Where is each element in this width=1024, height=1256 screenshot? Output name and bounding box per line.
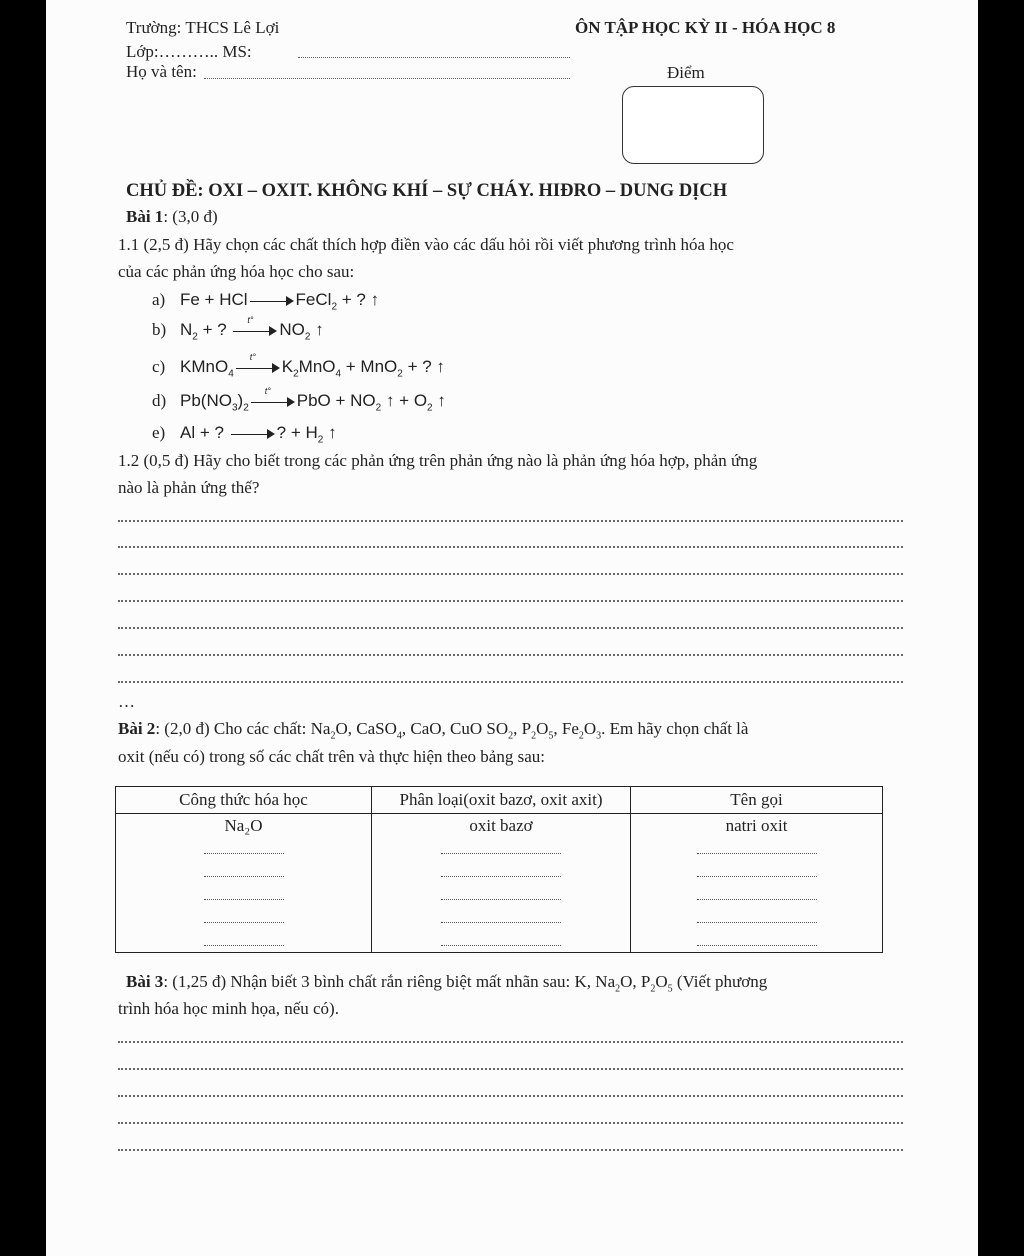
blank-field[interactable]	[697, 910, 817, 923]
blank-field[interactable]	[697, 933, 817, 946]
blank-field[interactable]	[441, 864, 561, 877]
answer-line[interactable]	[118, 627, 903, 629]
bai1-heading: Bài 1: (3,0 đ)	[126, 207, 218, 226]
answer-line[interactable]	[118, 1149, 903, 1151]
class-field-dots[interactable]	[298, 57, 570, 58]
q11-text-line2: của các phản ứng hóa học cho sau:	[118, 262, 355, 281]
arrow-icon	[231, 428, 275, 440]
answer-line[interactable]	[118, 1095, 903, 1097]
answer-line[interactable]	[118, 1068, 903, 1070]
arrow-icon: t°	[233, 325, 277, 337]
table-cell: Na₂O	[224, 816, 263, 835]
equation-b: b) $N_2$ + ? t° $NO_2$ ↑	[152, 314, 324, 343]
equation-a: a) Fe + HCl FeCl$_2$ + ? ↑	[152, 290, 380, 313]
equation-d: d) $Pb(NO_3)_2$ t° PbO + $NO_2$ ↑ + $O_2$ ↑	[152, 385, 446, 414]
blank-field[interactable]	[697, 864, 817, 877]
arrow-icon	[250, 295, 294, 307]
bai3-text-line1: Bài 3: (1,25 đ) Nhận biết 3 bình chất rắn riêng biệt mất nhãn sau: K, $Na_2O$, $P_2O_5$ (Viết phương	[126, 972, 768, 995]
blank-field[interactable]	[697, 887, 817, 900]
blank-field[interactable]	[204, 841, 284, 854]
answer-line[interactable]	[118, 600, 903, 602]
answer-line[interactable]	[118, 1041, 903, 1043]
oxide-table	[115, 786, 883, 953]
blank-field[interactable]	[441, 933, 561, 946]
name-label: Họ và tên:	[126, 62, 197, 81]
blank-field[interactable]	[204, 887, 284, 900]
table-header: Công thức hóa học	[116, 787, 372, 814]
score-box[interactable]	[622, 86, 764, 164]
answer-line[interactable]	[118, 573, 903, 575]
answer-line[interactable]	[118, 520, 903, 522]
answer-line[interactable]	[118, 654, 903, 656]
table-column-classification[interactable]	[372, 814, 631, 953]
blank-field[interactable]	[204, 864, 284, 877]
blank-field[interactable]	[204, 910, 284, 923]
blank-field[interactable]	[441, 910, 561, 923]
q11-text-line1: 1.1 (2,5 đ) Hãy chọn các chất thích hợp điền vào các dấu hỏi rồi viết phương trình hóa học	[118, 235, 734, 254]
blank-field[interactable]	[204, 933, 284, 946]
q12-text-line1: 1.2 (0,5 đ) Hãy cho biết trong các phản ứng trên phản ứng nào là phản ứng hóa hợp, phản ứng	[118, 451, 758, 470]
bai2-text-line1: Bài 2: (2,0 đ) Cho các chất: $Na_2O$, CaSO$_4$, CaO, CuO $SO_2$, $P_2O_5$, $Fe_2O_3$. Em hãy chọn chất là	[118, 719, 749, 742]
name-field-dots[interactable]	[204, 78, 570, 79]
school-name: Trường: THCS Lê Lợi	[126, 18, 280, 37]
table-header: Tên gọi	[631, 787, 883, 814]
bai2-text-line2: oxit (nếu có) trong số các chất trên và thực hiện theo bảng sau:	[118, 747, 545, 766]
blank-field[interactable]	[441, 887, 561, 900]
topic-heading: CHỦ ĐỀ: OXI – OXIT. KHÔNG KHÍ – SỰ CHÁY. HIĐRO – DUNG DỊCH	[126, 181, 728, 201]
blank-field[interactable]	[441, 841, 561, 854]
arrow-icon: t°	[236, 362, 280, 374]
answer-line[interactable]	[118, 1122, 903, 1124]
table-cell: oxit bazơ	[469, 816, 533, 835]
equation-c: c) KMnO$_4$ t° $K_2MnO_4 + MnO_2$ + ? ↑	[152, 351, 445, 380]
answer-line[interactable]	[118, 546, 903, 548]
blank-field[interactable]	[697, 841, 817, 854]
q12-text-line2: nào là phản ứng thế?	[118, 478, 260, 497]
class-label: Lớp:……….. MS:	[126, 42, 252, 61]
score-label: Điểm	[667, 63, 705, 82]
worksheet-title: ÔN TẬP HỌC KỲ II - HÓA HỌC 8	[575, 18, 836, 37]
arrow-icon: t°	[251, 396, 295, 408]
table-cell: natri oxit	[725, 816, 788, 835]
bai3-text-line2: trình hóa học minh họa, nếu có).	[118, 999, 339, 1018]
table-column-formula[interactable]	[116, 814, 372, 953]
ellipsis-text: …	[118, 692, 135, 711]
table-column-name[interactable]	[631, 814, 883, 953]
equation-e: e) Al + ? ? + $H_2$ ↑	[152, 423, 337, 446]
table-header: Phân loại(oxit bazơ, oxit axit)	[372, 787, 631, 814]
answer-line[interactable]	[118, 681, 903, 683]
